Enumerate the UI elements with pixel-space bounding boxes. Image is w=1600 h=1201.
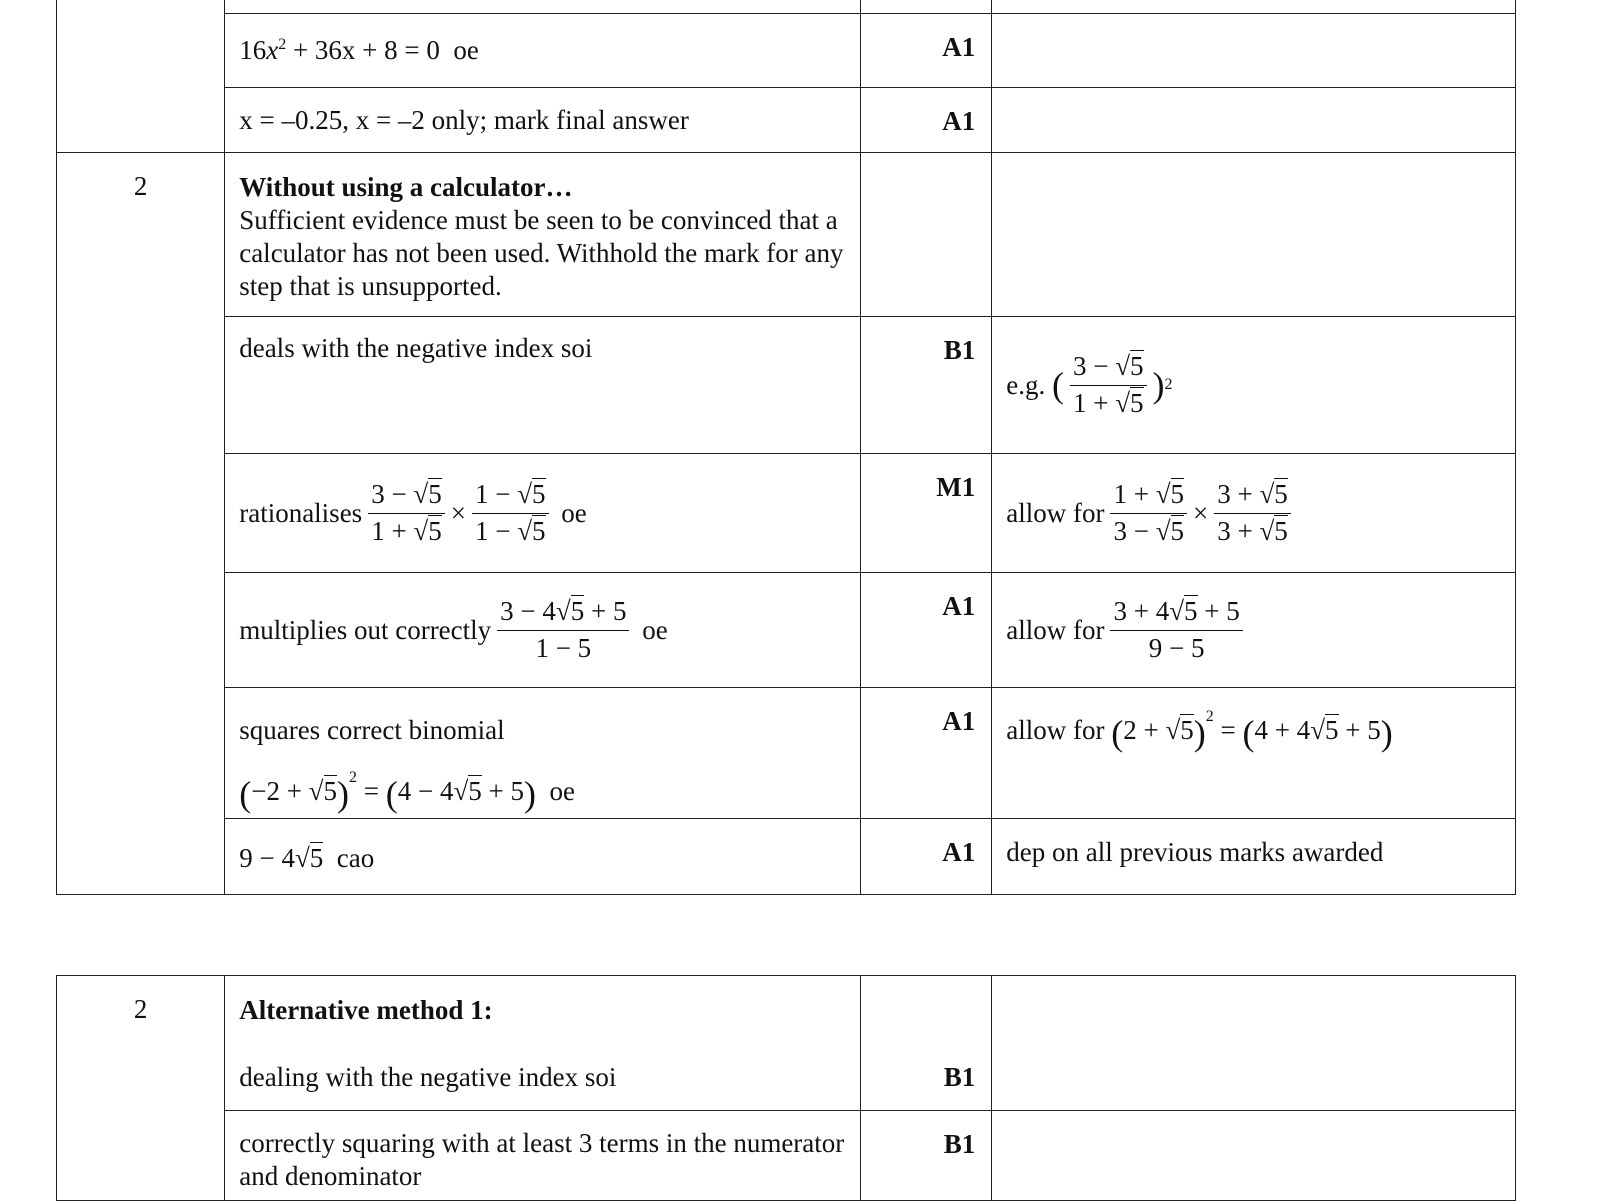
comment: allow for $\frac{1 + √5}{3 - √5}$ × $\frac{3 + √5}{3 + √5}$: [992, 454, 1515, 572]
mark-value: A1: [942, 837, 976, 867]
mark-value: B1: [943, 1129, 976, 1159]
table-row: [57, 688, 1516, 819]
equation: $(-2 + √5)^2 = (4 - 4√5 + 5)$ oe: [239, 769, 575, 814]
markscheme-table-2: [56, 975, 1516, 1201]
step-text: dealing with the negative index soi: [239, 1062, 617, 1092]
table-row: [57, 317, 1516, 454]
equation: $16x^2 + 36x + 8 = 0$ oe: [239, 35, 479, 65]
mark-value: B1: [943, 1062, 976, 1092]
mark-value: A1: [942, 591, 976, 621]
q-cell-prev: [57, 0, 225, 153]
step-text: deals with the negative index soi: [239, 333, 593, 363]
comment: dep on all previous marks awarded: [1006, 837, 1384, 867]
instruction-text: Sufficient evidence must be seen to be convinced that a calculator has not been used. Withhold the mark for any step that is unsupported.: [239, 205, 844, 301]
table-row: [57, 14, 1516, 88]
question-number: 2: [133, 171, 148, 201]
mark-value: A1: [942, 32, 976, 62]
table-row: [57, 976, 1516, 1111]
step-text: correctly squaring with at least 3 terms in the numerator and denominator: [239, 1128, 845, 1191]
comment: e.g. ( $\frac{3 - √5}{1 + √5}$ ) 2: [1006, 351, 1173, 418]
step-text: multiplies out correctly: [239, 614, 492, 645]
answer-text: x = –0.25, x = –2 only; mark final answer: [239, 104, 689, 135]
markscheme-table-1: [56, 0, 1516, 895]
comment: allow for $\frac{3 + 4√5 + 5}{9 - 5}$: [992, 573, 1515, 687]
step-text: squares correct binomial: [239, 715, 505, 745]
table-row: rationalises $\frac{3 - √5}{1 + √5}$ × $\frac{1 - √5}{1 - √5}$ oe M1 allow for $\frac{1 + √5}{3 - √5}$ × $\frac{3 + √5}{3 + √5}$: [57, 454, 1516, 573]
table-row: multiplies out correctly $\frac{3 - 4√5 + 5}{1 - 5}$ oe A1 allow for $\frac{3 + 4√5 + 5}{9 - 5}$: [57, 573, 1516, 688]
table-row: [57, 1111, 1516, 1201]
comment: allow for $(2 + √5)^2 = (4 + 4√5 + 5)$: [1006, 708, 1393, 753]
section-heading: Without using a calculator…: [239, 172, 573, 202]
mark-value: A1: [942, 106, 976, 136]
mark-value: A1: [942, 706, 976, 736]
final-answer: 9 − 4√5 cao: [239, 843, 375, 873]
section-heading: Alternative method 1:: [239, 995, 493, 1025]
table-row: [57, 88, 1516, 153]
table-row: [57, 153, 1516, 317]
mark-value: M1: [936, 472, 976, 502]
mark-value: B1: [943, 335, 976, 365]
table-row: [57, 819, 1516, 895]
step-text: rationalises: [239, 497, 363, 528]
question-number: 2: [133, 994, 148, 1024]
